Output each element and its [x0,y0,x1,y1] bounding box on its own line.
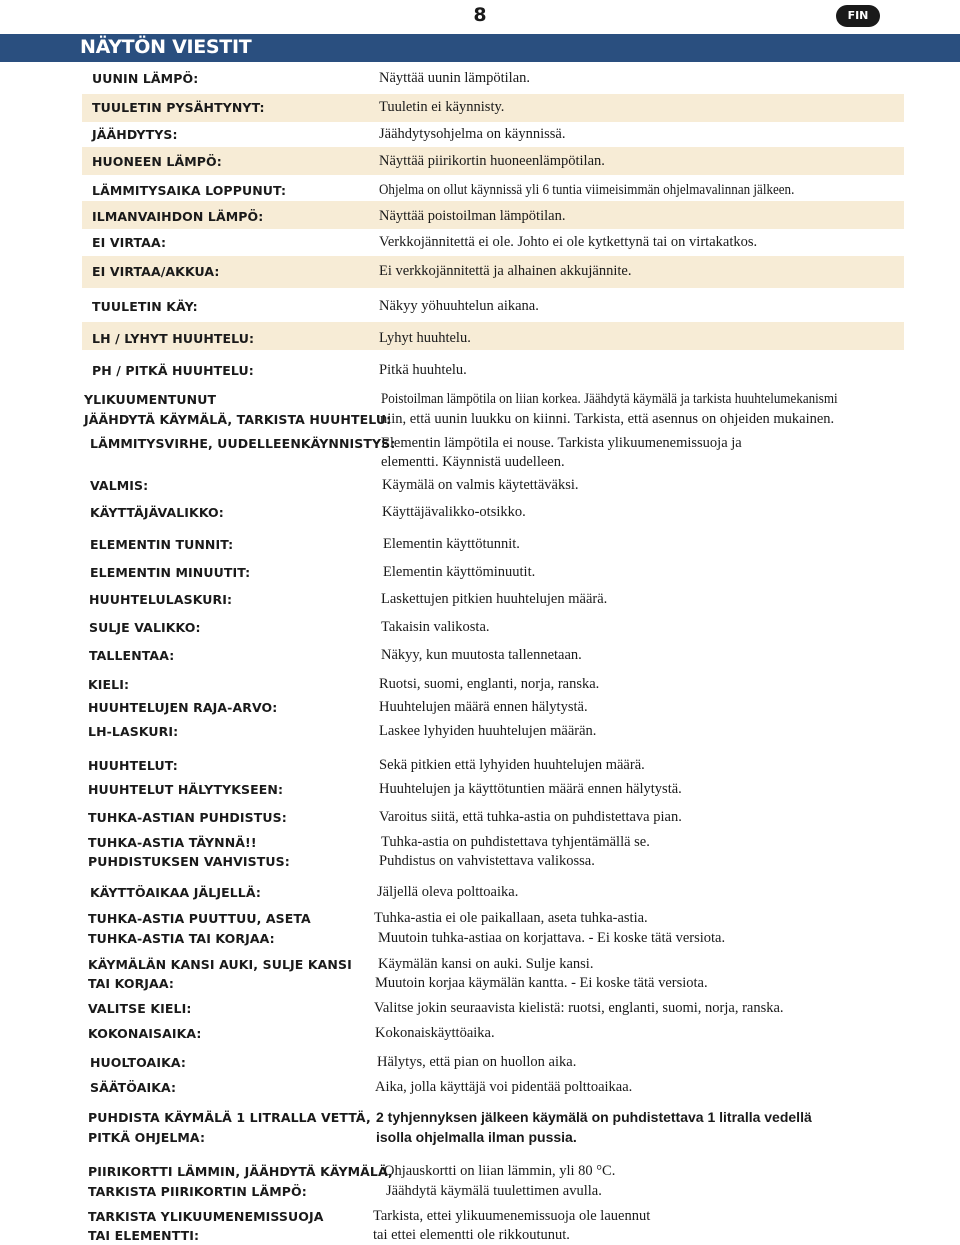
page-number: 8 [473,4,487,26]
message-description: Muutoin tuhka-astiaa on korjattava. - Ei koske tätä versiota. [378,930,726,946]
message-description: Käymälä on valmis käytettäväksi. [382,477,579,493]
message-description: elementti. Käynnistä uudelleen. [381,454,565,470]
message-label: LÄMMITYSAIKA LOPPUNUT: [92,183,287,198]
message-label: LH / LYHYT HUUHTELU: [92,331,255,346]
message-description: Näyttää uunin lämpötilan. [379,70,531,86]
message-label: HUUHTELULASKURI: [89,592,233,607]
message-description: Tuhka-astia on puhdistettava tyhjentämällä se. [381,834,650,850]
message-description: Näyttää poistoilman lämpötilan. [379,208,566,224]
message-description: Ei verkkojännitettä ja alhainen akkujännite. [379,263,632,279]
message-label: KÄYMÄLÄN KANSI AUKI, SULJE KANSI [88,957,352,972]
message-description: Sekä pitkien että lyhyiden huuhtelujen määrä. [379,757,645,773]
message-description: Laskee lyhyiden huuhtelujen määrän. [379,723,597,739]
message-label: TUHKA-ASTIAN PUHDISTUS: [88,810,287,825]
message-description: Hälytys, että pian on huollon aika. [377,1054,577,1070]
message-label: LÄMMITYSVIRHE, UUDELLEENKÄYNNISTYS: [90,436,396,451]
message-label: JÄÄHDYTYS: [92,127,178,142]
language-badge: FIN [836,5,880,27]
message-description: Valitse jokin seuraavista kielistä: ruotsi, englanti, suomi, norja, ranska. [374,1000,784,1016]
message-label: TAI KORJAA: [88,976,174,991]
message-label: TUULETIN KÄY: [92,299,198,314]
message-label: TUULETIN PYSÄHTYNYT: [92,100,265,115]
message-description: 2 tyhjennyksen jälkeen käymälä on puhdistettava 1 litralla vedellä [376,1109,812,1125]
message-description: Aika, jolla käyttäjä voi pidentää polttoaikaa. [375,1079,633,1095]
message-description: Ruotsi, suomi, englanti, norja, ranska. [379,676,600,692]
message-label: TALLENTAA: [89,648,175,663]
message-description: Huuhtelujen ja käyttötuntien määrä ennen hälytystä. [379,781,682,797]
message-label: TARKISTA PIIRIKORTIN LÄMPÖ: [88,1184,307,1199]
message-label: PIIRIKORTTI LÄMMIN, JÄÄHDYTÄ KÄYMÄLÄ, [88,1164,393,1179]
message-description: Käymälän kansi on auki. Sulje kansi. [378,956,594,972]
message-label: HUOLTOAIKA: [90,1055,186,1070]
message-description: Pitkä huuhtelu. [379,362,467,378]
message-label: TARKISTA YLIKUUMENEMISSUOJA [88,1209,324,1224]
message-label: JÄÄHDYTÄ KÄYMÄLÄ, TARKISTA HUUHTELU: [84,412,392,427]
message-label: KOKONAISAIKA: [88,1026,202,1041]
message-label: KIELI: [88,677,130,692]
message-label: HUONEEN LÄMPÖ: [92,154,222,169]
message-description: Huuhtelujen määrä ennen hälytystä. [379,699,588,715]
message-label: EI VIRTAA/AKKUA: [92,264,220,279]
message-description: Poistoilman lämpötila on liian korkea. Jäähdytä käymälä ja tarkista huuhtelumekanismi [381,391,838,407]
message-label: ILMANVAIHDON LÄMPÖ: [92,209,264,224]
message-label: KÄYTTÄJÄVALIKKO: [90,505,224,520]
message-description: Ohjauskortti on liian lämmin, yli 80 °C. [384,1163,616,1179]
message-description: Elementin käyttötunnit. [383,536,520,552]
message-description: Käyttäjävalikko-otsikko. [382,504,526,520]
message-description: Jäähdytä käymälä tuulettimen avulla. [386,1183,602,1199]
message-label: ELEMENTIN MINUUTIT: [90,565,251,580]
message-label: VALITSE KIELI: [88,1001,192,1016]
message-label: YLIKUUMENTUNUT [84,392,217,407]
message-label: TUHKA-ASTIA TÄYNNÄ!! [88,835,257,850]
message-label: HUUHTELUT: [88,758,178,773]
message-description: Takaisin valikosta. [381,619,490,635]
message-label: UUNIN LÄMPÖ: [92,71,199,86]
message-description: Elementin lämpötila ei nouse. Tarkista ylikuumenemissuoja ja [381,435,742,451]
section-title: NÄYTÖN VIESTIT [80,36,252,58]
message-description: Puhdistus on vahvistettava valikossa. [379,853,595,869]
message-description: niin, että uunin luukku on kiinni. Tarkista, että asennus on ohjeiden mukainen. [380,411,835,427]
message-description: Verkkojännitettä ei ole. Johto ei ole kytkettynä tai on virtakatkos. [379,234,758,250]
message-description: Näkyy, kun muutosta tallennetaan. [381,647,582,663]
message-label: TUHKA-ASTIA TAI KORJAA: [88,931,275,946]
message-description: Jäljellä oleva polttoaika. [377,884,519,900]
message-description: Ohjelma on ollut käynnissä yli 6 tuntia viimeisimmän ohjelmavalinnan jälkeen. [379,182,795,198]
message-description: Jäähdytysohjelma on käynnissä. [379,126,566,142]
message-description: isolla ohjelmalla ilman pussia. [376,1129,577,1145]
message-label: PUHDISTA KÄYMÄLÄ 1 LITRALLA VETTÄ, [88,1110,371,1125]
message-description: Lyhyt huuhtelu. [379,330,471,346]
message-description: tai ettei elementti ole rikkoutunut. [373,1227,570,1243]
message-label: SÄÄTÖAIKA: [90,1080,177,1095]
message-description: Laskettujen pitkien huuhtelujen määrä. [381,591,608,607]
message-description: Näkyy yöhuuhtelun aikana. [379,298,539,314]
message-description: Elementin käyttöminuutit. [383,564,536,580]
message-description: Varoitus siitä, että tuhka-astia on puhdistettava pian. [379,809,682,825]
message-description: Kokonaiskäyttöaika. [375,1025,495,1041]
message-label: PH / PITKÄ HUUHTELU: [92,363,254,378]
message-description: Tuhka-astia ei ole paikallaan, aseta tuhka-astia. [374,910,648,926]
message-description: Näyttää piirikortin huoneenlämpötilan. [379,153,605,169]
message-label: HUUHTELUJEN RAJA-ARVO: [88,700,278,715]
message-label: PITKÄ OHJELMA: [88,1130,206,1145]
message-label: SULJE VALIKKO: [89,620,201,635]
message-description: Tuuletin ei käynnisty. [379,99,505,115]
message-label: HUUHTELUT HÄLYTYKSEEN: [88,782,284,797]
message-label: ELEMENTIN TUNNIT: [90,537,234,552]
message-label: TUHKA-ASTIA PUUTTUU, ASETA [88,911,311,926]
message-description: Muutoin korjaa käymälän kantta. - Ei koske tätä versiota. [375,975,708,991]
message-label: PUHDISTUKSEN VAHVISTUS: [88,854,290,869]
message-label: VALMIS: [90,478,149,493]
message-label: LH-LASKURI: [88,724,179,739]
message-label: KÄYTTÖAIKAA JÄLJELLÄ: [90,885,261,900]
message-label: EI VIRTAA: [92,235,167,250]
message-description: Tarkista, ettei ylikuumenemissuoja ole lauennut [373,1208,651,1224]
message-label: TAI ELEMENTTI: [88,1228,200,1243]
